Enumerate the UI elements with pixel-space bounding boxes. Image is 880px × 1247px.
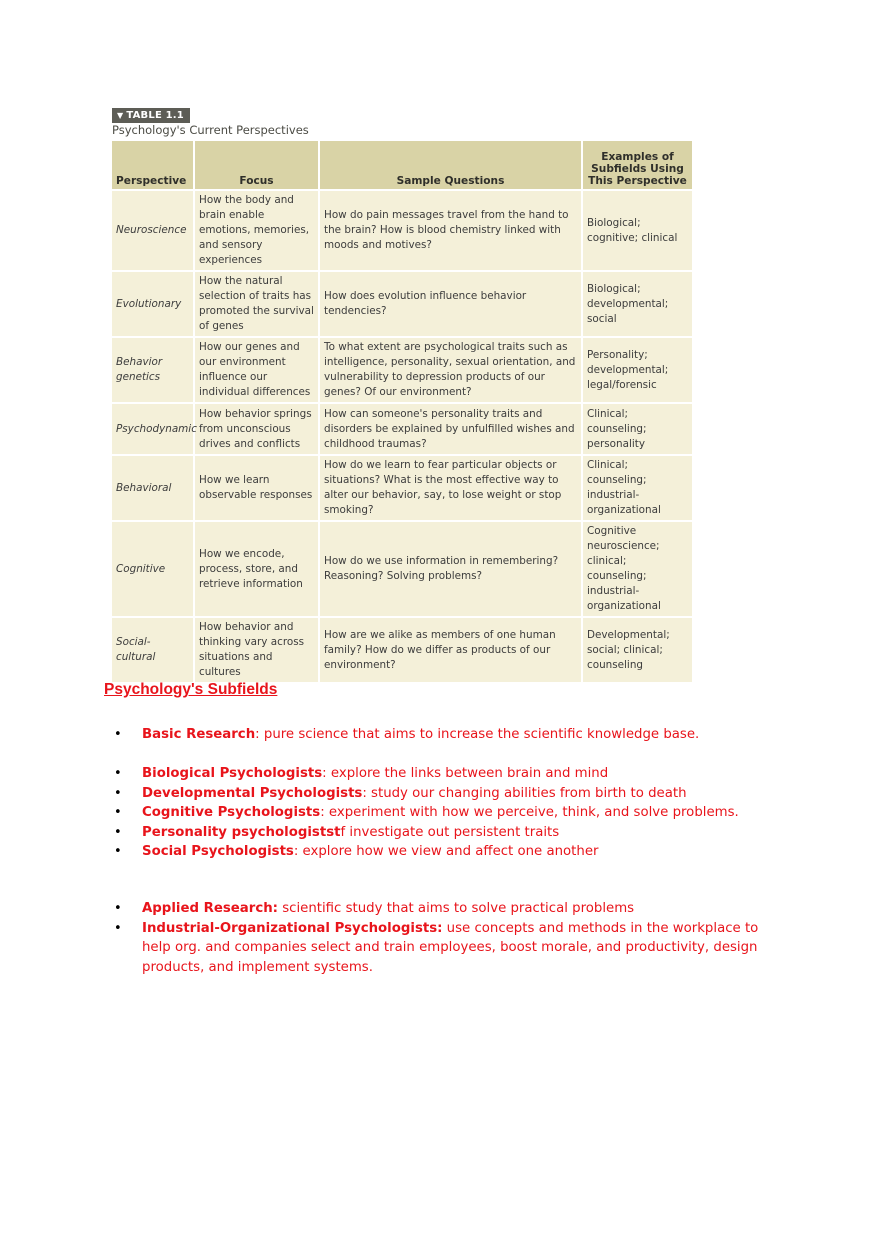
perspectives-table-figure	[112, 105, 692, 682]
list-item	[112, 803, 772, 823]
focus-cell: How behavior springs from unconscious drives and conflicts	[194, 403, 319, 455]
perspective-cell: Social-cultural	[112, 617, 194, 682]
term: Social Psychologists	[142, 844, 294, 859]
bullet-icon: •	[114, 844, 122, 859]
term: Applied Research:	[142, 901, 278, 916]
focus-cell: How we encode, process, store, and retrieve information	[194, 521, 319, 617]
basic-subfields-list	[112, 764, 772, 862]
subfields-cell: Cognitive neuroscience; clinical; counseling; industrial-organizational	[582, 521, 692, 617]
definition: : explore how we view and affect one another	[293, 844, 599, 859]
subfields-cell: Clinical; counseling; personality	[582, 403, 692, 455]
bullet-icon: •	[114, 727, 122, 742]
basic-research-list	[112, 725, 772, 745]
table-row	[112, 271, 692, 337]
subfields-cell: Biological; developmental; social	[582, 271, 692, 337]
term: Industrial-Organizational Psychologists:	[142, 920, 443, 936]
term: Basic Research	[142, 727, 256, 742]
bullet-icon: •	[114, 785, 122, 801]
perspective-cell: Cognitive	[112, 521, 194, 617]
questions-cell: How do we use information in remembering? Reasoning? Solving problems?	[319, 521, 582, 617]
focus-cell: How the natural selection of traits has promoted the survival of genes	[194, 271, 319, 337]
perspective-cell: Neuroscience	[112, 190, 194, 271]
focus-cell: How the body and brain enable emotions, memories, and sensory experiences	[194, 190, 319, 271]
perspective-cell: Psychodynamic	[112, 403, 194, 455]
table-row	[112, 617, 692, 682]
questions-cell: How can someone's personality traits and disorders be explained by unfulfilled wishes and childhood traumas?	[319, 403, 582, 455]
bullet-icon: •	[114, 920, 122, 936]
term: Biological Psychologists	[142, 766, 323, 781]
subfields-cell: Developmental; social; clinical; counseling	[582, 617, 692, 682]
term: Cognitive Psychologists	[142, 805, 321, 820]
list-item	[112, 919, 772, 978]
subfields-cell: Biological; cognitive; clinical	[582, 190, 692, 271]
bullet-icon: •	[114, 824, 122, 840]
definition: scientific study that aims to solve practical problems	[278, 901, 635, 916]
questions-cell: To what extent are psychological traits such as intelligence, personality, sexual orientation, and vulnerability to depression products of our genes? Of our environment?	[319, 337, 582, 403]
focus-cell: How behavior and thinking vary across situations and cultures	[194, 617, 319, 682]
list-item	[112, 842, 772, 862]
column-header: Sample Questions	[319, 141, 582, 190]
table-row	[112, 403, 692, 455]
focus-cell: How we learn observable responses	[194, 455, 319, 521]
list-item	[112, 764, 772, 784]
term: Developmental Psychologists	[142, 785, 363, 801]
definition: : explore the links between brain and mind	[322, 766, 609, 781]
bullet-icon: •	[114, 901, 122, 916]
list-item	[112, 725, 772, 745]
chevron-down-icon: ▼	[117, 111, 124, 120]
perspective-cell: Behavioral	[112, 455, 194, 521]
bullet-icon: •	[114, 766, 122, 781]
questions-cell: How do we learn to fear particular objects or situations? What is the most effective way to alter our behavior, say, to lose weight or stop smoking?	[319, 455, 582, 521]
definition: : study our changing abilities from birth to death	[362, 785, 687, 801]
perspectives-table	[112, 141, 692, 682]
applied-research-list	[112, 899, 772, 977]
perspective-cell: Behavior genetics	[112, 337, 194, 403]
list-item	[112, 899, 772, 919]
table-badge	[112, 108, 190, 123]
list-item	[112, 823, 772, 843]
table-row	[112, 455, 692, 521]
perspective-cell: Evolutionary	[112, 271, 194, 337]
table-badge-label: TABLE 1.1	[126, 110, 184, 121]
definition: : experiment with how we perceive, think, and solve problems.	[320, 805, 739, 820]
definition: use concepts and methods in the workplace to help org. and companies select and train employees, boost morale, and productivity, design products, and implement systems.	[142, 920, 759, 975]
questions-cell: How does evolution influence behavior tendencies?	[319, 271, 582, 337]
table-row	[112, 521, 692, 617]
subfields-heading: Psychology's Subfields	[104, 681, 278, 698]
subfields-cell: Personality; developmental; legal/forensic	[582, 337, 692, 403]
subfields-cell: Clinical; counseling; industrial-organizational	[582, 455, 692, 521]
table-row	[112, 337, 692, 403]
term: Personality psychologistst	[142, 824, 341, 840]
focus-cell: How our genes and our environment influence our individual differences	[194, 337, 319, 403]
bullet-icon: •	[114, 805, 122, 820]
definition: f investigate out persistent traits	[340, 824, 560, 840]
table-title: Psychology's Current Perspectives	[112, 123, 309, 137]
definition: : pure science that aims to increase the scientific knowledge base.	[255, 727, 700, 742]
table-header-row	[112, 141, 692, 190]
column-header: Examples of Subfields Using This Perspective	[582, 141, 692, 190]
questions-cell: How do pain messages travel from the hand to the brain? How is blood chemistry linked with moods and motives?	[319, 190, 582, 271]
table-row	[112, 190, 692, 271]
questions-cell: How are we alike as members of one human family? How do we differ as products of our environment?	[319, 617, 582, 682]
list-item	[112, 784, 772, 804]
column-header: Perspective	[112, 141, 194, 190]
column-header: Focus	[194, 141, 319, 190]
